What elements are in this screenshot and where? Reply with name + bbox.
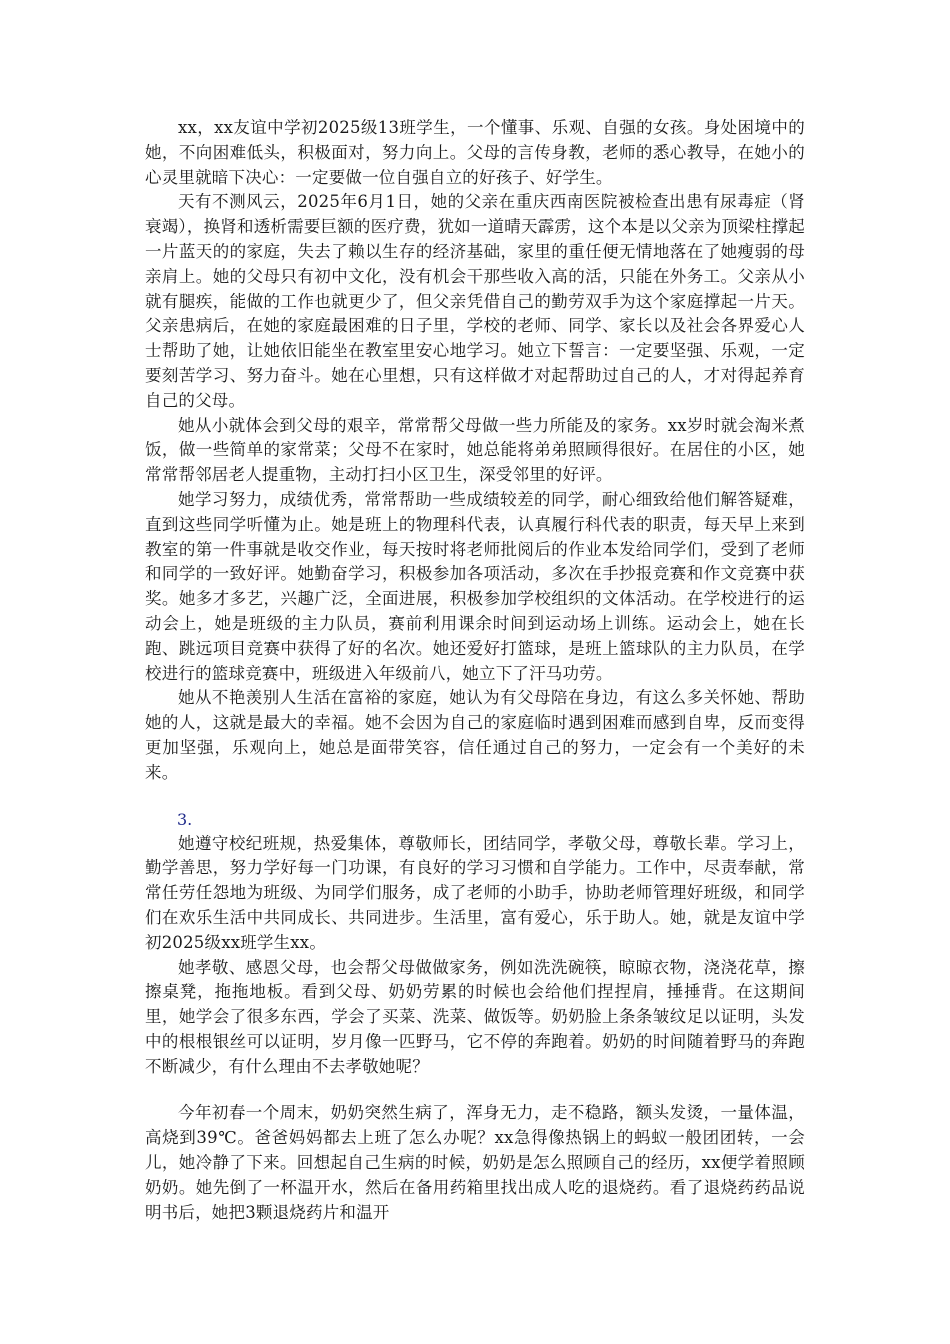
document-page <box>145 116 805 1225</box>
paragraph: xx，xx友谊中学初2025级13班学生，一个懂事、乐观、自强的女孩。身处困境中的她，不向困难低头，积极面对，努力向上。父母的言传身教，老师的悉心教导，在她小的心灵里就暗下决心：一定要做一位自强自立的好孩子、好学生。 <box>145 118 805 187</box>
spacer <box>145 1079 805 1101</box>
section-3 <box>145 1101 805 1225</box>
section-number: 3. <box>177 809 193 829</box>
paragraph: 她孝敬、感恩父母，也会帮父母做做家务，例如洗洗碗筷，晾晾衣物，浇浇花草，擦擦桌凳，拖拖地板。看到父母、奶奶劳累的时候也会给他们捏捏肩，捶捶背。在这期间里，她学会了很多东西，学会了买菜、洗菜、做饭等。奶奶脸上条条皱纹足以证明，头发中的根根银丝可以证明，岁月像一匹野马，它不停的奔跑着。奶奶的时间随着野马的奔跑不断减少，有什么理由不去孝敬她呢？ <box>145 957 805 1076</box>
section-1 <box>145 116 805 786</box>
paragraph: 今年初春一个周末，奶奶突然生病了，浑身无力，走不稳路，额头发烫，一量体温，高烧到39℃。爸爸妈妈都去上班了怎么办呢？xx急得像热锅上的蚂蚁一般团团转，一会儿，她冷静了下来。回想起自己生病的时候，奶奶是怎么照顾自己的经历，xx便学着照顾奶奶。她先倒了一杯温开水，然后在备用药箱里找出成人吃的退烧药。看了退烧药药品说明书后，她把3颗退烧药片和温开 <box>145 1103 805 1222</box>
paragraph: 她从不艳羡别人生活在富裕的家庭，她认为有父母陪在身边，有这么多关怀她、帮助她的人，这就是最大的幸福。她不会因为自己的家庭临时遇到困难而感到自卑，反而变得更加坚强，乐观向上，她总是面带笑容，信任通过自己的努力，一定会有一个美好的未来。 <box>145 688 805 782</box>
paragraph: 她遵守校纪班规，热爱集体，尊敬师长，团结同学，孝敬父母，尊敬长辈。学习上，勤学善思，努力学好每一门功课，有良好的学习习惯和自学能力。工作中，尽责奉献，常常任劳任怨地为班级、为同学们服务，成了老师的小助手，协助老师管理好班级，和同学们在欢乐生活中共同成长、共同进步。生活里，富有爱心，乐于助人。她，就是友谊中学初2025级xx班学生xx。 <box>145 833 805 952</box>
paragraph: 她学习努力，成绩优秀，常常帮助一些成绩较差的同学，耐心细致给他们解答疑难，直到这些同学听懂为止。她是班上的物理科代表，认真履行科代表的职责，每天早上来到教室的第一件事就是收交作业，每天按时将老师批阅后的作业本发给同学们，受到了老师和同学的一致好评。她勤奋学习，积极参加各项活动，多次在手抄报竞赛和作文竞赛中获奖。她多才多艺，兴趣广泛，全面进展，积极参加学校组织的文体活动。在学校进行的运动会上，她是班级的主力队员，赛前利用课余时间到运动场上训练。运动会上，她在长跑、跳远项目竞赛中获得了好的名次。她还爱好打篮球，是班上篮球队的主力队员，在学校进行的篮球竞赛中，班级进入年级前八，她立下了汗马功劳。 <box>145 489 805 683</box>
paragraph: 她从小就体会到父母的艰辛，常常帮父母做一些力所能及的家务。xx岁时就会淘米煮饭，做一些简单的家常菜；父母不在家时，她总能将弟弟照顾得很好。在居住的小区，她常常帮邻居老人提重物，主动打扫小区卫生，深受邻里的好评。 <box>145 415 805 485</box>
section-2 <box>145 832 805 1080</box>
spacer <box>145 786 805 808</box>
paragraph: 天有不测风云，2025年6月1日，她的父亲在重庆西南医院被检查出患有尿毒症（肾衰竭），换肾和透析需要巨额的医疗费，犹如一道晴天霹雳，这个本是以父亲为顶梁柱撑起一片蓝天的的家庭，失去了赖以生存的经济基础，家里的重任便无情地落在了她瘦弱的母亲肩上。她的父母只有初中文化，没有机会干那些收入高的活，只能在外务工。父亲从小就有腿疾，能做的工作也就更少了，但父亲凭借自己的勤劳双手为这个家庭撑起一片天。父亲患病后，在她的家庭最困难的日子里，学校的老师、同学、家长以及社会各界爱心人士帮助了她，让她依旧能坐在教室里安心地学习。她立下誓言：一定要坚强、乐观，一定要刻苦学习、努力奋斗。她在心里想，只有这样做才对起帮助过自己的人，才对得起养育自己的父母。 <box>145 192 805 410</box>
